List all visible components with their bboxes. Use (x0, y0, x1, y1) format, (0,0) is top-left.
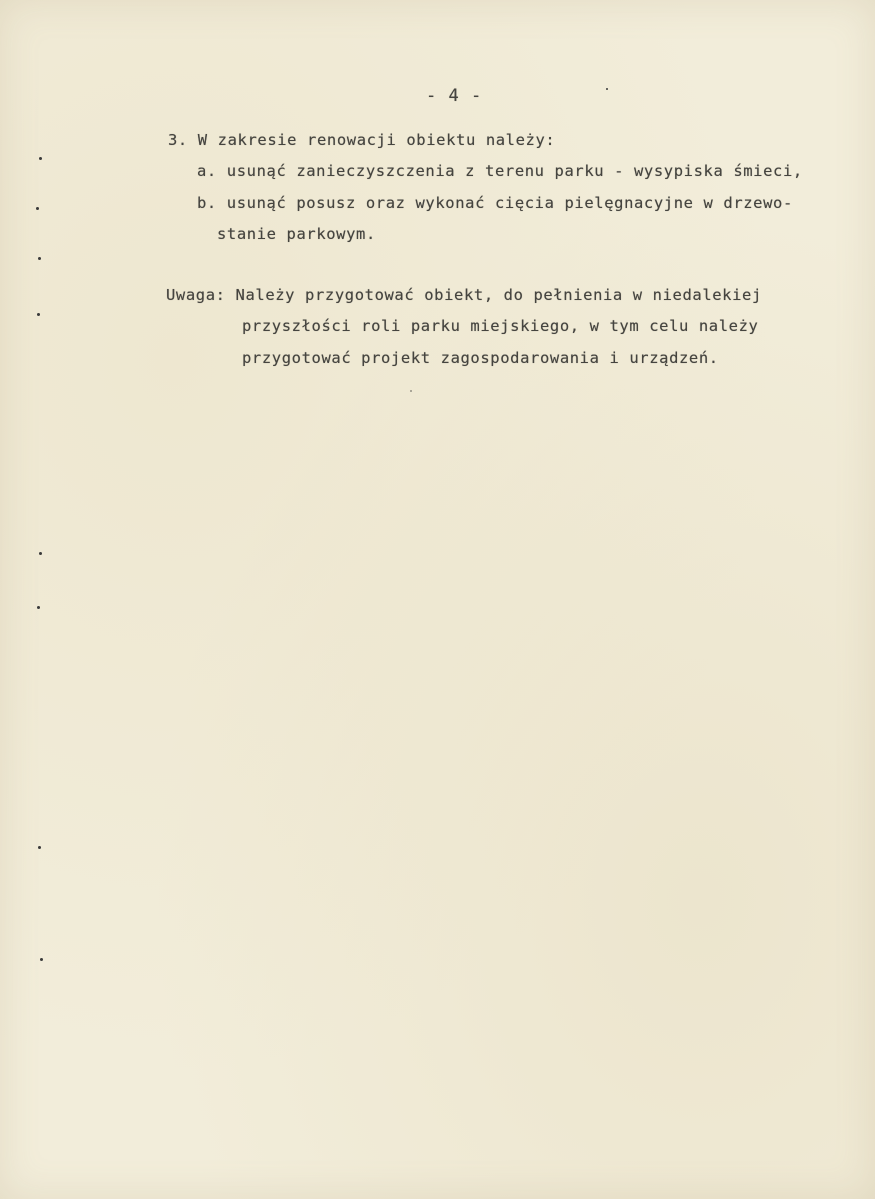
list-item-a: a. usunąć zanieczyszczenia z terenu parku - wysypiska śmieci, (197, 162, 803, 180)
margin-mark (38, 846, 41, 849)
margin-mark (606, 88, 608, 90)
margin-mark (38, 257, 41, 260)
list-item-b-continuation: stanie parkowym. (217, 225, 376, 243)
margin-mark (39, 552, 42, 555)
margin-mark (39, 157, 42, 160)
page-number: - 4 - (426, 86, 483, 106)
margin-mark (410, 390, 412, 392)
margin-mark (37, 313, 40, 316)
note-line-2: przyszłości roli parku miejskiego, w tym celu należy (242, 317, 759, 335)
note-line-1: Uwaga: Należy przygotować obiekt, do pełnienia w niedalekiej (166, 286, 762, 304)
section-heading: 3. W zakresie renowacji obiektu należy: (168, 131, 556, 149)
list-item-b: b. usunąć posusz oraz wykonać cięcia pielęgnacyjne w drzewo- (197, 194, 793, 212)
note-line-3: przygotować projekt zagospodarowania i urządzeń. (242, 349, 719, 367)
margin-mark (40, 958, 43, 961)
margin-mark (36, 207, 39, 210)
margin-mark (37, 606, 40, 609)
